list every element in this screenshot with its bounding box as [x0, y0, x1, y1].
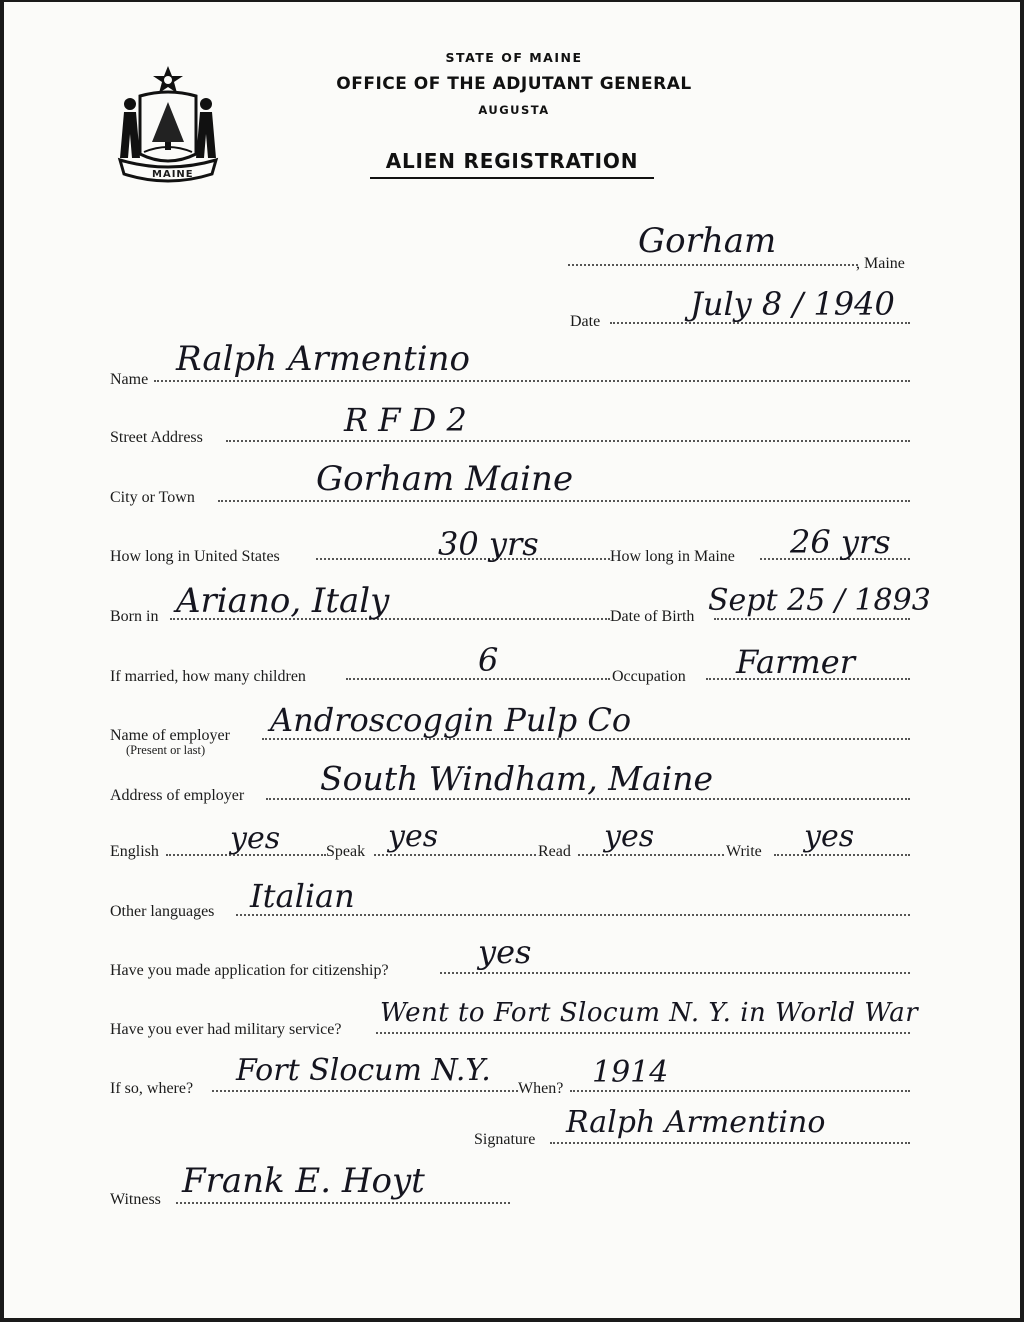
speak-value: yes [388, 819, 439, 854]
date-label: Date [570, 313, 601, 330]
employer-address-line [266, 798, 910, 800]
read-label: Read [538, 843, 571, 860]
write-label: Write [726, 843, 762, 860]
citizenship-line [440, 972, 910, 974]
street-address-label: Street Address [110, 429, 203, 446]
employer-value: Androscoggin Pulp Co [270, 701, 632, 739]
other-languages-label: Other languages [110, 903, 215, 920]
citizenship-label: Have you made application for citizenship? [110, 962, 389, 979]
town-line [568, 264, 858, 266]
city-or-town-line [218, 500, 910, 502]
state-heading: STATE OF MAINE [445, 50, 583, 65]
where-line [212, 1090, 518, 1092]
employer-address-label: Address of employer [110, 787, 245, 804]
military-value: Went to Fort Slocum N. Y. in World War [380, 998, 919, 1028]
town-value: Gorham [638, 221, 777, 261]
english-value: yes [230, 821, 281, 856]
born-in-value: Ariano, Italy [176, 581, 390, 621]
signature-value: Ralph Armentino [566, 1105, 826, 1140]
employer-label: Name of employer [110, 727, 230, 744]
seal-text: MAINE [152, 169, 194, 180]
military-line [376, 1032, 910, 1034]
city-heading: AUGUSTA [478, 103, 550, 117]
how-long-maine-label: How long in Maine [610, 548, 735, 565]
signature-line [550, 1142, 910, 1144]
witness-label: Witness [110, 1191, 161, 1208]
city-or-town-label: City or Town [110, 489, 195, 506]
when-line [570, 1090, 910, 1092]
speak-label: Speak [326, 843, 366, 860]
city-or-town-value: Gorham Maine [316, 459, 574, 499]
name-label: Name [110, 371, 149, 388]
how-long-maine-value: 26 yrs [790, 523, 891, 561]
write-value: yes [804, 819, 855, 854]
employer-address-value: South Windham, Maine [320, 759, 714, 798]
where-label: If so, where? [110, 1080, 194, 1097]
signature-label: Signature [474, 1131, 536, 1148]
when-label: When? [518, 1080, 564, 1097]
occupation-value: Farmer [736, 643, 855, 681]
write-line [774, 854, 910, 856]
office-heading: OFFICE OF THE ADJUTANT GENERAL [336, 74, 692, 94]
read-value: yes [604, 819, 655, 854]
street-address-line [226, 440, 910, 442]
children-label: If married, how many children [110, 668, 306, 685]
witness-line [176, 1202, 510, 1204]
street-address-value: R F D 2 [344, 401, 467, 439]
when-value: 1914 [592, 1055, 669, 1090]
name-value: Ralph Armentino [176, 339, 470, 379]
occupation-label: Occupation [612, 668, 686, 685]
maine-label: , Maine [856, 255, 905, 272]
witness-value: Frank E. Hoyt [182, 1161, 425, 1201]
date-of-birth-line [714, 618, 910, 620]
registration-form [4, 2, 1020, 1318]
where-value: Fort Slocum N.Y. [236, 1053, 491, 1088]
how-long-us-label: How long in United States [110, 548, 280, 565]
employer-note: (Present or last) [126, 743, 206, 757]
date-of-birth-value: Sept 25 / 1893 [708, 583, 931, 618]
read-line [578, 854, 724, 856]
date-value: July 8 / 1940 [690, 285, 895, 323]
children-value: 6 [478, 641, 499, 679]
citizenship-value: yes [478, 933, 532, 971]
english-label: English [110, 843, 159, 860]
other-languages-value: Italian [250, 877, 355, 915]
speak-line [374, 854, 536, 856]
date-of-birth-label: Date of Birth [610, 608, 695, 625]
form-title: ALIEN REGISTRATION [370, 149, 654, 179]
military-label: Have you ever had military service? [110, 1021, 342, 1038]
how-long-us-value: 30 yrs [438, 525, 539, 563]
born-in-label: Born in [110, 608, 159, 625]
name-line [154, 380, 910, 382]
